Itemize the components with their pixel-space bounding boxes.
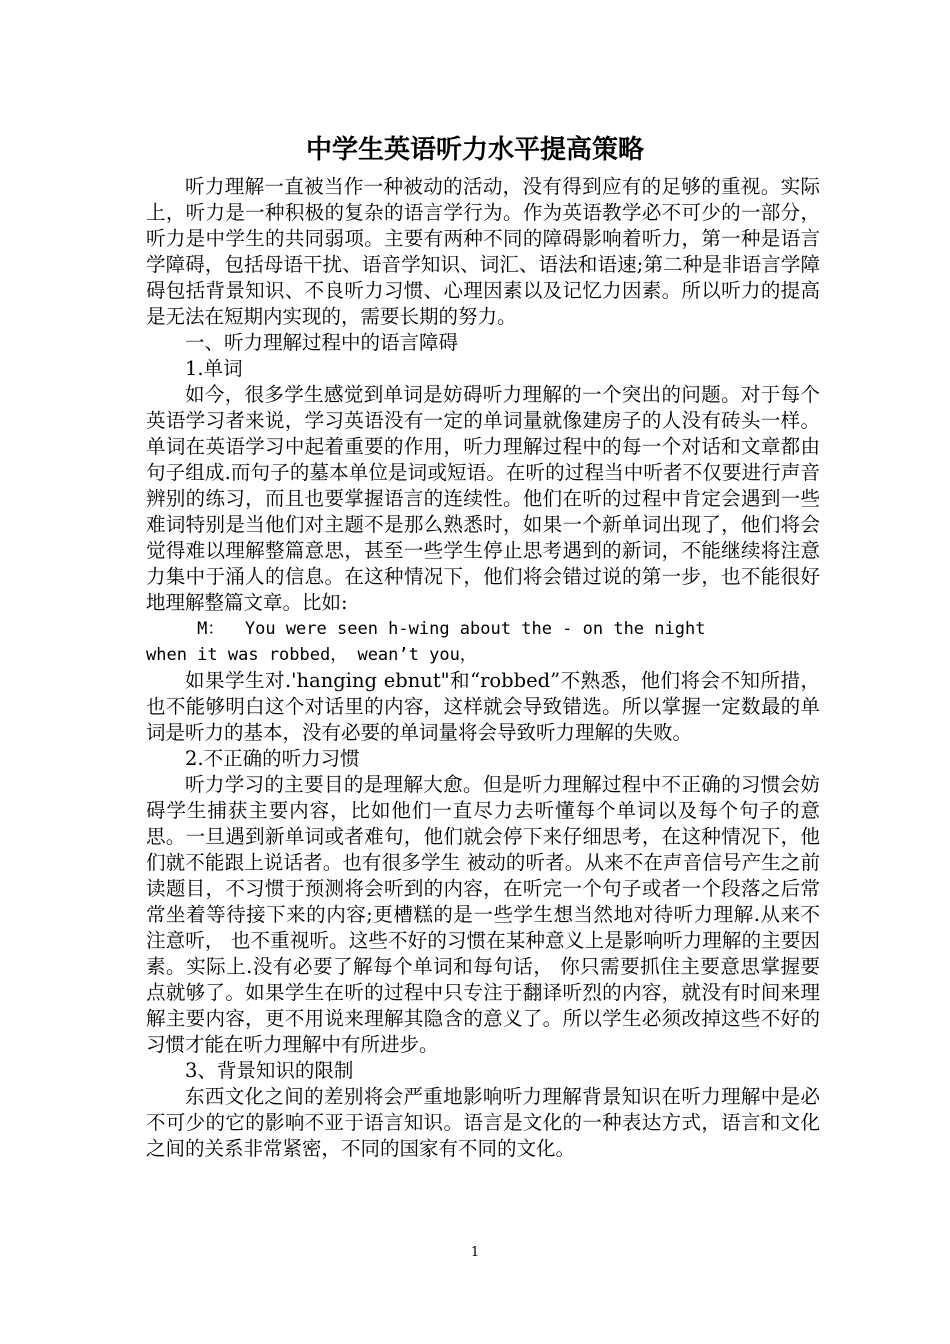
intro-paragraph: 听力理解一直被当作一种被动的活动，没有得到应有的足够的重视。实际上，听力是一种积极的复杂的语言学行为。作为英语教学必不可少的一部分，听力是中学生的共同弱项。主要有两种不同的障碍影响着听力，第一种是语言学障碍，包括母语干扰、语音学知识、词汇、语法和语速;第二种是非语言学障碍包括背景知识、不良听力习惯、心理因素以及记忆力因素。所以听力的提高是无法在短期内实现的，需要长期的努力。 (146, 175, 820, 328)
subheading-words: 1.单词 (185, 357, 243, 380)
words-paragraph: 如今，很多学生感觉到单词是妨碍听力理解的一个突出的问题。对于每个英语学习者来说，学习英语没有一定的单词量就像建房子的人没有砖头一样。单词在英语学习中起着重要的作用，听力理解过程中的每一个对话和文章都由句子组成.而句子的墓本单位是词或短语。在听的过程当中听者不仅要进行声音辨别的练习，而且也要掌握语言的连续性。他们在听的过程中肯定会遇到一些难词特别是当他们对主题不是那么熟悉时，如果一个新单词出现了，他们将会觉得难以理解整篇意思，甚至一些学生停止思考遇到的新词，不能继续将注意力集中于涌人的信息。在这种情况下，他们将会错过说的第一步，也不能很好地理解整篇文章。比如: (146, 383, 820, 614)
section-heading-1: 一、听力理解过程中的语言障碍 (185, 331, 459, 354)
example-dialogue-line-2: when it was robbed， wean’t you， (146, 645, 477, 665)
document-title: 中学生英语听力水平提高策略 (305, 135, 644, 165)
background-paragraph: 东西文化之间的差别将会严重地影响听力理解背景知识在听力理解中是必不可少的它的影响不亚于语言知识。语言是文化的一种表达方式，语言和文化之间的关系非常紧密，不同的国家有不同的文化。 (146, 1085, 820, 1160)
example-dialogue-line-1: M： You were seen h-wing about the - on the night (146, 619, 706, 639)
subheading-habits: 2.不正确的听力习惯 (185, 747, 360, 770)
subheading-background: 3、背景知识的限制 (185, 1059, 354, 1082)
words-conclusion-paragraph: 如果学生对.'hanging ebnut"和“robbed”不熟悉，他们将会不知所措，也不能够明白这个对话里的内容，这样就会导致错选。所以掌握一定数最的单词是听力的基本，没有必要的单词量将会导致听力理解的失败。 (146, 669, 820, 744)
habits-paragraph: 听力学习的主要目的是理解大愈。但是听力理解过程中不正确的习惯会妨碍学生捕获主要内容，比如他们一直尽力去听懂每个单词以及每个句子的意思。一旦遇到新单词或者难句，他们就会停下来仔细思考，在这种情况下，他们就不能跟上说话者。也有很多学生 被动的听者。从来不在声音信号产生之前读题目，不习惯于预测将会听到的内容，在听完一个句子或者一个段落之后常常坐着等待接下来的内容;更槽糕的是一些学生想当然地对待听力理解.从来不注意听， 也不重视听。这些不好的习惯在某种意义上是影响听力理解的主要因素。实际上.没有必要了解每个单词和每句话， 你只需要抓住主要意思掌握要点就够了。如果学生在听的过程中只专注于翻译听烈的内容，就没有时间来理解主要内容，更不用说来理解其隐含的意义了。所以学生必须改掉这些不好的习惯才能在听力理解中有所进步。 (146, 773, 820, 1056)
page-number: 1 (470, 1245, 480, 1260)
document-body (146, 174, 820, 1162)
